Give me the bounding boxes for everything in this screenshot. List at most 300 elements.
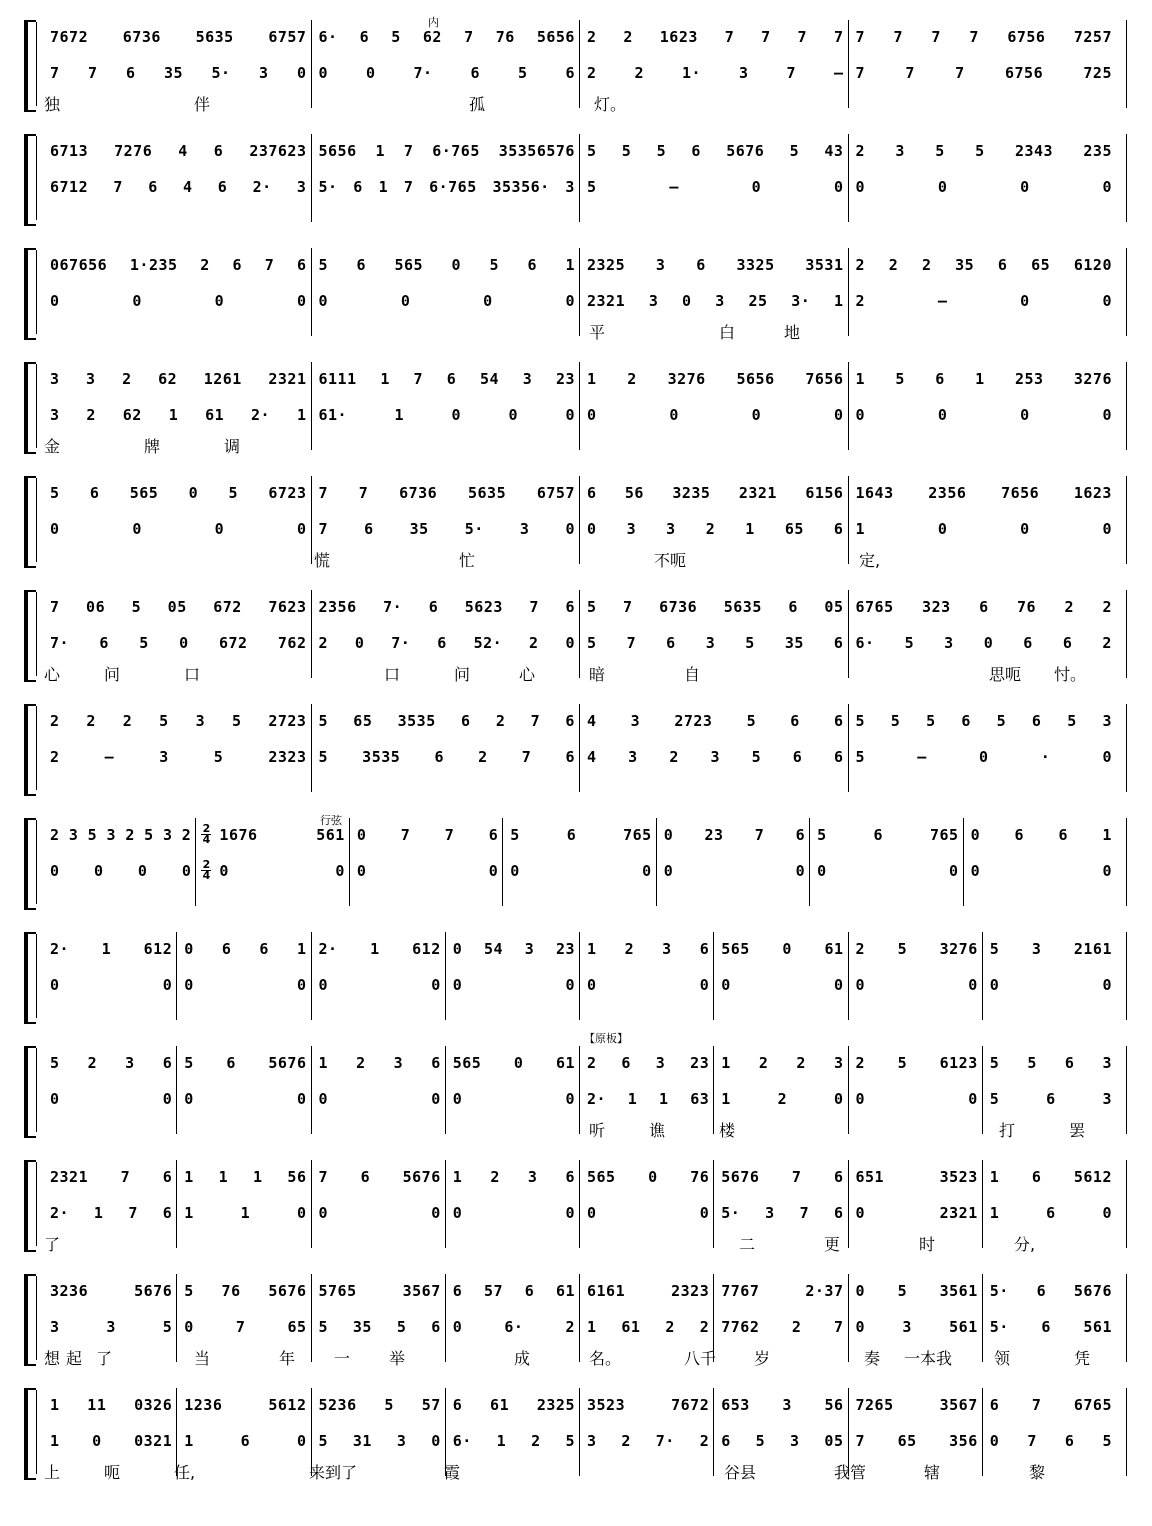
note-group: 2 [181,826,192,844]
note-group: 0 [1020,178,1030,196]
note-group: 23 [555,940,575,958]
note-group: 2321 [50,1168,89,1186]
measure-upper [587,26,844,48]
note-group: 6 [833,748,844,766]
note-group: 56 [824,1396,844,1414]
barline-end [1126,818,1127,906]
note-group: 1 [101,940,112,958]
note-group: 565 [129,484,159,502]
note-group: 6 [833,1168,844,1186]
note-group: 7 [358,484,369,502]
note-group: 2 [529,634,539,652]
note-group: 1676 [219,826,258,844]
note-group: 5676 [402,1168,441,1186]
note-group: 6 [565,1168,575,1186]
measure-upper [319,140,576,162]
note-group: 6 [1031,1168,1042,1186]
note-group: 6156 [805,484,844,502]
note-group: 0 [354,634,365,652]
lyric-word: 霞 [444,1463,461,1482]
note-group: 0 [219,862,229,880]
barline-end [1126,1046,1127,1134]
measure-lower [587,1088,709,1110]
note-group: 3 [159,748,169,766]
time-signature [201,860,211,881]
note-group: 6 [221,940,232,958]
note-group: 2323 [268,748,307,766]
note-group: 7 [318,484,329,502]
note-group: 6 [666,634,676,652]
note-group: 3 [50,1318,60,1336]
note-group: 6 [162,1204,173,1222]
note-group: 3 [50,370,60,388]
note-group: 6 [792,748,803,766]
note-group: 0 [587,520,597,538]
measure-upper [721,938,843,960]
note-group: 2 [855,1054,866,1072]
note-group: 0 [137,862,148,880]
note-group: 6 [935,370,945,388]
note-group: 1 [989,1168,1000,1186]
note-group: 6· [318,28,338,46]
note-group: 067656 [50,256,108,274]
score-system [0,474,1152,570]
measure-upper [50,1166,172,1188]
note-group: 2321 [268,370,307,388]
note-group: 6756 [1004,64,1044,82]
note-group: 5676 [721,1168,760,1186]
measure-lower [184,1202,306,1224]
lyric-word: 岁 [754,1349,771,1368]
lower-part [44,1430,1122,1452]
note-group: 65 [353,712,373,730]
note-group: 0 [978,748,989,766]
lyric-word: 不呃 [654,551,687,570]
note-group: 5 [745,634,755,652]
note-group: 6· [452,1432,472,1450]
upper-part [44,368,1122,390]
note-group: 7 [413,370,424,388]
note-group: 3 [125,1054,135,1072]
measure-upper [971,824,1112,846]
note-group: 653 [721,1396,750,1414]
note-group: 2 [699,1318,710,1336]
note-group: 7 [786,64,796,82]
measure-lower [219,860,344,882]
note-group: 3535 [362,748,401,766]
note-group: 0 [214,520,225,538]
note-group: 3 [86,370,96,388]
note-group: 7 [318,1168,329,1186]
note-group: 6 [356,256,367,274]
note-group: 0 [565,1204,575,1222]
lyric-word: 奏 [864,1349,881,1368]
lower-part [44,176,1122,198]
note-group: 0 [296,64,307,82]
note-group: · [1040,748,1051,766]
note-group: 0 [699,1204,710,1222]
note-group: 25 [748,292,768,310]
note-group: 6 [359,28,370,46]
note-group: 0 [510,862,520,880]
note-group: 6161 [587,1282,626,1300]
note-group: 0 [855,976,866,994]
note-group: 6 [961,712,971,730]
note-group: 3 [1031,940,1042,958]
score-system [0,132,1152,228]
measure-upper [587,710,844,732]
lyric-word: 当 [194,1349,211,1368]
note-group: 2·37 [805,1282,844,1300]
measure-upper [856,1280,978,1302]
performance-mark: 内 [428,16,439,29]
note-group: 7 [855,28,866,46]
note-group: 7 [530,712,541,730]
note-group: 6 [989,1396,1000,1414]
note-group: 1·235 [129,256,178,274]
measure-upper [990,938,1112,960]
note-group: 35356576 [498,142,575,160]
note-group: 2 [888,256,899,274]
measure-upper [856,254,1113,276]
lower-part [44,404,1122,426]
note-group: 0 [296,976,307,994]
system-bracket [24,1046,36,1138]
measure-upper [50,26,307,48]
measure-upper [357,824,498,846]
system-barline-start [36,820,37,904]
note-group: 1 [587,370,597,388]
note-group: 3325 [736,256,775,274]
note-group: 5 [228,484,239,502]
note-group: 5 [231,712,242,730]
note-group: 0 [483,292,493,310]
note-group: 6765 [1073,1396,1112,1414]
note-group: 0 [452,1318,463,1336]
note-group: 237623 [249,142,307,160]
note-group: 0 [989,1432,1000,1450]
note-group: 0 [296,1090,307,1108]
note-group: 0 [682,292,692,310]
note-group: 0 [356,826,367,844]
note-group: 7 [724,28,735,46]
measure-upper [510,824,651,846]
note-group: 0 [669,406,679,424]
note-group: 2321 [587,292,626,310]
measure-upper [587,1280,709,1302]
performance-mark: 行弦 [320,814,342,827]
measure-lower [319,632,576,654]
note-group: 1 [50,1396,60,1414]
lyric-word: 白 [719,323,736,342]
note-group: 7265 [855,1396,894,1414]
note-group: 1 [296,406,307,424]
measure-lower [50,176,307,198]
note-group: 561 [949,1318,978,1336]
note-group: 0 [400,292,411,310]
note-group: 1 [855,520,866,538]
note-group: 0 [50,1090,60,1108]
measure-upper [587,254,844,276]
measure-upper [587,1166,709,1188]
note-group: 0 [431,1090,441,1108]
note-group: 7 [626,634,637,652]
note-group: 6 [1036,1282,1047,1300]
lyric-word: 想 [44,1349,61,1368]
note-group: – [104,748,115,766]
note-group: 6123 [939,1054,978,1072]
note-group: 1 [658,1090,669,1108]
note-group: 0 [721,976,731,994]
note-group: 3 [626,520,637,538]
note-group: 0 [184,1090,194,1108]
note-group: 0 [565,406,575,424]
note-group: 3 [944,634,954,652]
note-group: 2· [251,406,271,424]
lyric-word: 孤 [469,95,486,114]
note-group: 0 [452,1204,463,1222]
note-group: 5 [565,1432,575,1450]
note-group: 0 [751,178,762,196]
lyric-word: 心 [519,665,536,684]
lyric-word: 了 [96,1349,113,1368]
note-group: 7 [623,598,633,616]
note-group: 61 [824,940,844,958]
note-group: 5 [890,712,901,730]
note-group: 05 [824,1432,844,1450]
note-group: 52· [473,634,503,652]
measure-upper [184,1166,306,1188]
note-group: 323 [922,598,951,616]
lyric-word: 起 [66,1349,83,1368]
note-group: 561 [1083,1318,1112,1336]
measure-lower [357,860,498,882]
system-barline-start [36,1048,37,1132]
note-group: 23 [690,1054,710,1072]
note-group: 3 [1102,1054,1112,1072]
system-bracket [24,1274,36,1366]
note-group: 1 [168,406,179,424]
note-group: 6 [1064,1432,1075,1450]
note-group: 5 [746,712,757,730]
note-group: 6 [162,1054,173,1072]
measure-lower [453,974,575,996]
lower-part [44,974,1122,996]
note-group: 2325 [536,1396,575,1414]
lyric-word: 了 [44,1235,61,1254]
note-group: 5· [989,1318,1009,1336]
note-group: 4 [182,178,193,196]
note-group: 0 [855,406,866,424]
note-group: 7 [444,826,455,844]
note-group: 5 [897,940,908,958]
note-group: 0 [296,520,307,538]
note-group: 565 [452,1054,482,1072]
note-group: 1 [587,940,597,958]
note-group: 1 [627,1090,638,1108]
measure-upper [184,1280,306,1302]
note-group: 1 [989,1204,1000,1222]
measure-upper [990,1394,1112,1416]
note-group: 5 [897,1054,908,1072]
measure-lower [319,62,576,84]
note-group: 6 [1046,1204,1056,1222]
note-group: 2 [122,370,132,388]
note-group: 5 [144,826,154,844]
note-group: 0 [1102,1204,1112,1222]
note-group: 0 [296,1432,307,1450]
note-group: 1 [394,406,405,424]
measure-upper [587,482,844,504]
measure-lower [856,290,1113,312]
note-group: 7· [413,64,433,82]
note-group: 0 [1102,178,1112,196]
note-group: 2 [490,1168,500,1186]
note-group: 6 [360,1168,371,1186]
upper-part [44,596,1122,618]
lyric-word: 独 [44,95,61,114]
note-group: 0 [296,292,307,310]
note-group: 0 [833,406,844,424]
note-group: 7 [893,28,903,46]
note-group: 6757 [536,484,575,502]
note-group: 5 [159,712,169,730]
note-group: 2161 [1073,940,1112,958]
note-group: 2356 [318,598,357,616]
note-group: 6 [240,1432,251,1450]
note-group: 5676 [726,142,765,160]
note-group: 0 [318,292,329,310]
measure-upper [721,1280,843,1302]
note-group: 6 [213,142,224,160]
note-group: 65 [784,520,804,538]
measure-lower [721,1088,843,1110]
measure-lower [587,290,844,312]
note-group: 1 [496,1432,507,1450]
measure-upper [319,1394,441,1416]
barline-end [1126,476,1127,564]
note-group: 5 [996,712,1007,730]
note-group: 5612 [1073,1168,1112,1186]
note-group: 0 [855,178,866,196]
note-group: 1 [721,1090,731,1108]
measure-lower [184,1316,306,1338]
note-group: 5 [50,1054,60,1072]
measure-lower [587,632,844,654]
measure-lower [319,1430,441,1452]
note-group: 1 [378,178,389,196]
note-group: 1 [218,1168,229,1186]
note-group: 612 [143,940,173,958]
score-system [0,702,1152,798]
note-group: 0 [188,484,199,502]
system-bracket [24,476,36,568]
note-group: 7· [50,634,70,652]
note-group: 0 [565,634,575,652]
note-group: 7762 [721,1318,760,1336]
measure-upper [319,1280,441,1302]
note-group: 7 [235,1318,246,1336]
system-barline-start [36,250,37,334]
note-group: 5 [517,64,528,82]
note-group: 2 [587,1054,597,1072]
note-group: 0 [1102,520,1112,538]
note-group: 0 [855,1282,866,1300]
measure-lower [50,1430,172,1452]
note-group: 0 [565,1090,575,1108]
note-group: 2 [125,826,135,844]
note-group: 3 [296,178,307,196]
lower-part [44,746,1122,768]
note-group: 6 [721,1432,731,1450]
note-group: 3 [655,256,666,274]
measure-upper [50,710,307,732]
note-group: 2 [699,1432,710,1450]
note-group: 0 [751,406,762,424]
note-group: 0 [431,976,441,994]
system-barline-start [36,478,37,562]
lyric-word: 平 [589,323,606,342]
measure-lower [319,290,576,312]
lower-part [44,632,1122,654]
note-group: 0 [452,940,463,958]
note-group: 3 [705,634,716,652]
barline-end [1126,590,1127,678]
time-signature-denominator: 4 [202,833,211,846]
note-group: 5 [935,142,945,160]
measure-upper [856,140,1113,162]
note-group: 3535 [397,712,436,730]
note-group: 61· [318,406,348,424]
note-group: 5635 [195,28,234,46]
note-group: 1 [318,1054,329,1072]
note-group: 0 [335,862,345,880]
note-group: 5 [213,748,224,766]
note-group: 6· [855,634,875,652]
note-group: 6713 [50,142,89,160]
note-group: 3531 [805,256,844,274]
note-group: 1236 [184,1396,223,1414]
note-group: 2 [1064,598,1075,616]
note-group: 565 [587,1168,616,1186]
note-group: 0 [1102,292,1112,310]
note-group: 2 [669,748,679,766]
note-group: 235 [1083,142,1112,160]
score-system [0,1272,1152,1368]
note-group: 61 [555,1282,575,1300]
measure-lower [50,1316,172,1338]
note-group: 5 [621,142,632,160]
lyric-word: 罢 [1069,1121,1086,1140]
note-group: 0 [452,976,463,994]
measure-lower [50,746,307,768]
note-group: 6·765 [432,142,480,160]
note-group: 5 [989,1090,1000,1108]
note-group: 5 [318,256,329,274]
note-group: 6 [566,826,577,844]
note-group: 3523 [939,1168,978,1186]
lyric-word: 打 [999,1121,1016,1140]
lyric-word: 上 [44,1463,61,1482]
note-group: 2 [623,28,633,46]
note-group: 3 [106,826,117,844]
lyric-word: 成 [514,1349,531,1368]
note-group: 2343 [1014,142,1054,160]
note-group: 5· [721,1204,741,1222]
note-group: 5 [510,826,520,844]
note-group: 7 [120,1168,131,1186]
note-group: 0 [699,976,710,994]
